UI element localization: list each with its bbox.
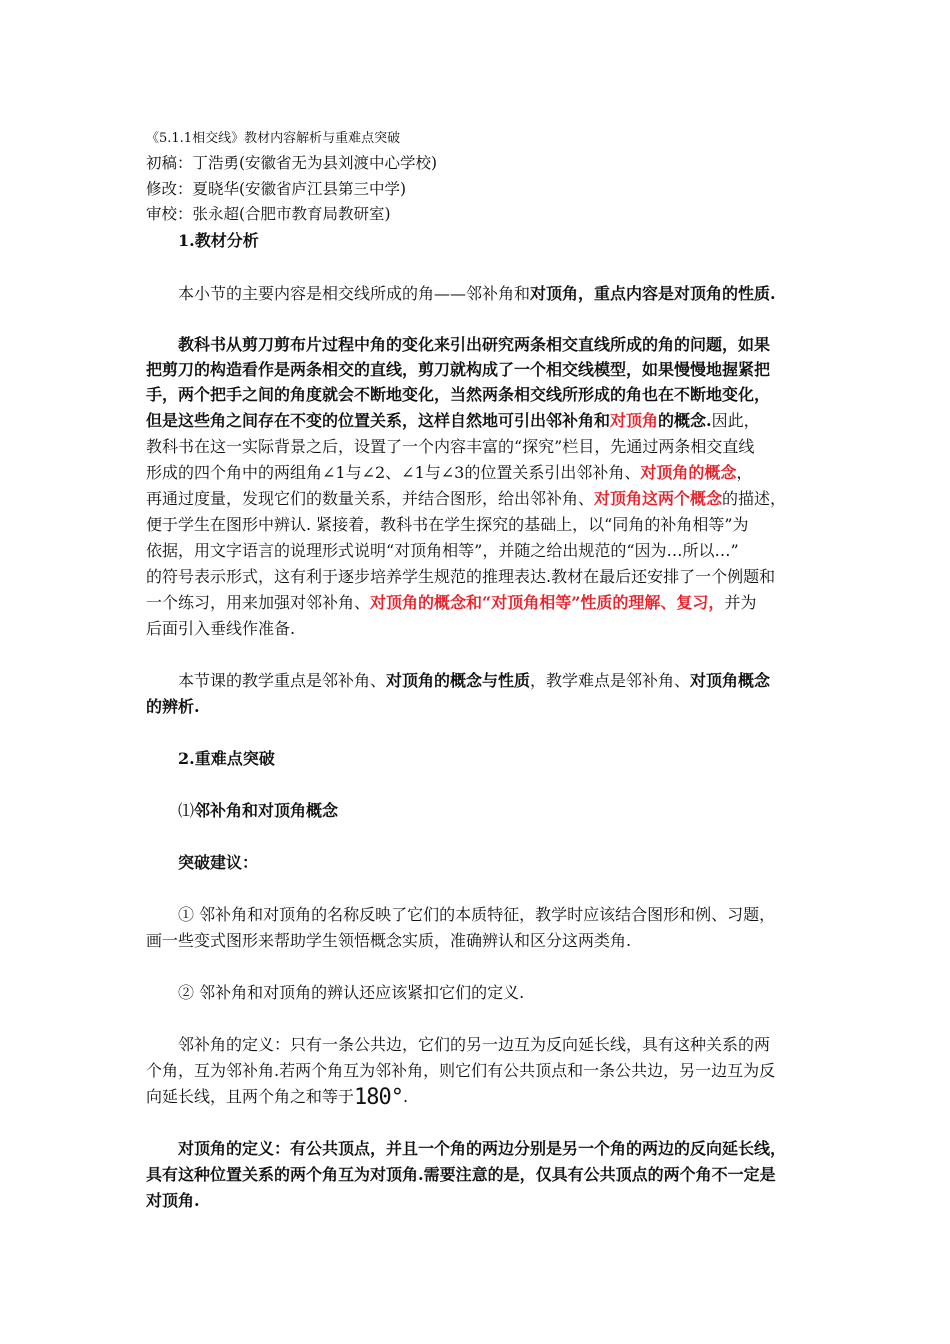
suggestion-heading: 突破建议：	[178, 853, 259, 872]
paragraph-2-line-5: 教科书在这一实际背景之后，设置了一个内容丰富的“探究”栏目，先通过两条相交直线	[146, 437, 755, 456]
adjacent-def-line-1: 邻补角的定义：只有一条公共边，它们的另一边互为反向延长线，具有这种关系的两	[178, 1035, 771, 1054]
subsection-heading-1: ⑴邻补角和对顶角概念	[178, 801, 339, 820]
paragraph-2-line-1: 教科书从剪刀剪布片过程中角的变化来引出研究两条相交直线所成的角的问题，如果	[178, 335, 771, 354]
suggestion-2: ② 邻补角和对顶角的辨认还应该紧扣它们的定义.	[178, 983, 525, 1002]
paragraph-2-line-3: 手，两个把手之间的角度就会不断地变化，当然两条相交线所形成的角也在不断地变化，	[146, 385, 771, 404]
paragraph-2-line-9: 依据，用文字语言的说理形式说明“对顶角相等”，并随之给出规范的“因为…所以…”	[146, 541, 739, 560]
author-revise: 修改：夏晓华(安徽省庐江县第三中学)	[146, 180, 407, 198]
vertical-def-line-1: 对顶角的定义：有公共顶点，并且一个角的两边分别是另一个角的两边的反向延长线，	[178, 1139, 787, 1158]
paragraph-1: 本小节的主要内容是相交线所成的角——邻补角和对顶角，重点内容是对顶角的性质.	[178, 284, 776, 303]
paragraph-2-line-4: 但是这些角之间存在不变的位置关系，这样自然地可引出邻补角和对顶角的概念.因此，	[146, 411, 760, 430]
paragraph-2-line-10: 的符号表示形式，这有利于逐步培养学生规范的推理表达.教材在最后还安排了一个例题和	[146, 567, 776, 586]
adjacent-def-line-3: 向延长线，且两个角之和等于180°.	[146, 1085, 409, 1110]
suggestion-1-line-1: ① 邻补角和对顶角的名称反映了它们的本质特征，教学时应该结合图形和例、习题，	[178, 905, 776, 924]
author-review: 审校：张永超(合肥市教育局教研室)	[146, 205, 391, 223]
paragraph-3-line-1: 本节课的教学重点是邻补角、对顶角的概念与性质，教学难点是邻补角、对顶角概念	[178, 671, 771, 690]
paragraph-2-line-11: 一个练习，用来加强对邻补角、对顶角的概念和“对顶角相等”性质的理解、复习，并为	[146, 593, 757, 612]
paragraph-2-line-2: 把剪刀的构造看作是两条相交的直线，剪刀就构成了一个相交线模型，如果慢慢地握紧把	[146, 360, 771, 379]
degree-value: 180°	[354, 1085, 403, 1110]
vertical-def-line-2: 具有这种位置关系的两个角互为对顶角.需要注意的是，仅具有公共顶点的两个角不一定是	[146, 1165, 776, 1184]
document-title: 《5.1.1相交线》教材内容解析与重难点突破	[146, 131, 401, 146]
vertical-def-line-3: 对顶角.	[146, 1191, 200, 1210]
suggestion-1-line-2: 画一些变式图形来帮助学生领悟概念实质，准确辨认和区分这两类角.	[146, 931, 632, 950]
paragraph-2-line-7: 再通过度量，发现它们的数量关系，并结合图形，给出邻补角、对顶角这两个概念的描述，	[146, 489, 787, 508]
paragraph-3-line-2: 的辨析.	[146, 697, 200, 716]
paragraph-2-line-6: 形成的四个角中的两组角∠1与∠2、∠1与∠3的位置关系引出邻补角、对顶角的概念，	[146, 463, 753, 482]
section-heading-2: 2.重难点突破	[178, 749, 275, 768]
adjacent-def-line-2: 个角，互为邻补角.若两个角互为邻补角，则它们有公共顶点和一条公共边，另一边互为反	[146, 1061, 776, 1080]
section-heading-1: 1.教材分析	[178, 231, 259, 250]
paragraph-2-line-12: 后面引入垂线作准备.	[146, 619, 296, 638]
author-draft: 初稿：丁浩勇(安徽省无为县刘渡中心学校)	[146, 154, 438, 172]
paragraph-2-line-8: 便于学生在图形中辨认. 紧接着，教科书在学生探究的基础上，以“同角的补角相等”为	[146, 515, 749, 534]
